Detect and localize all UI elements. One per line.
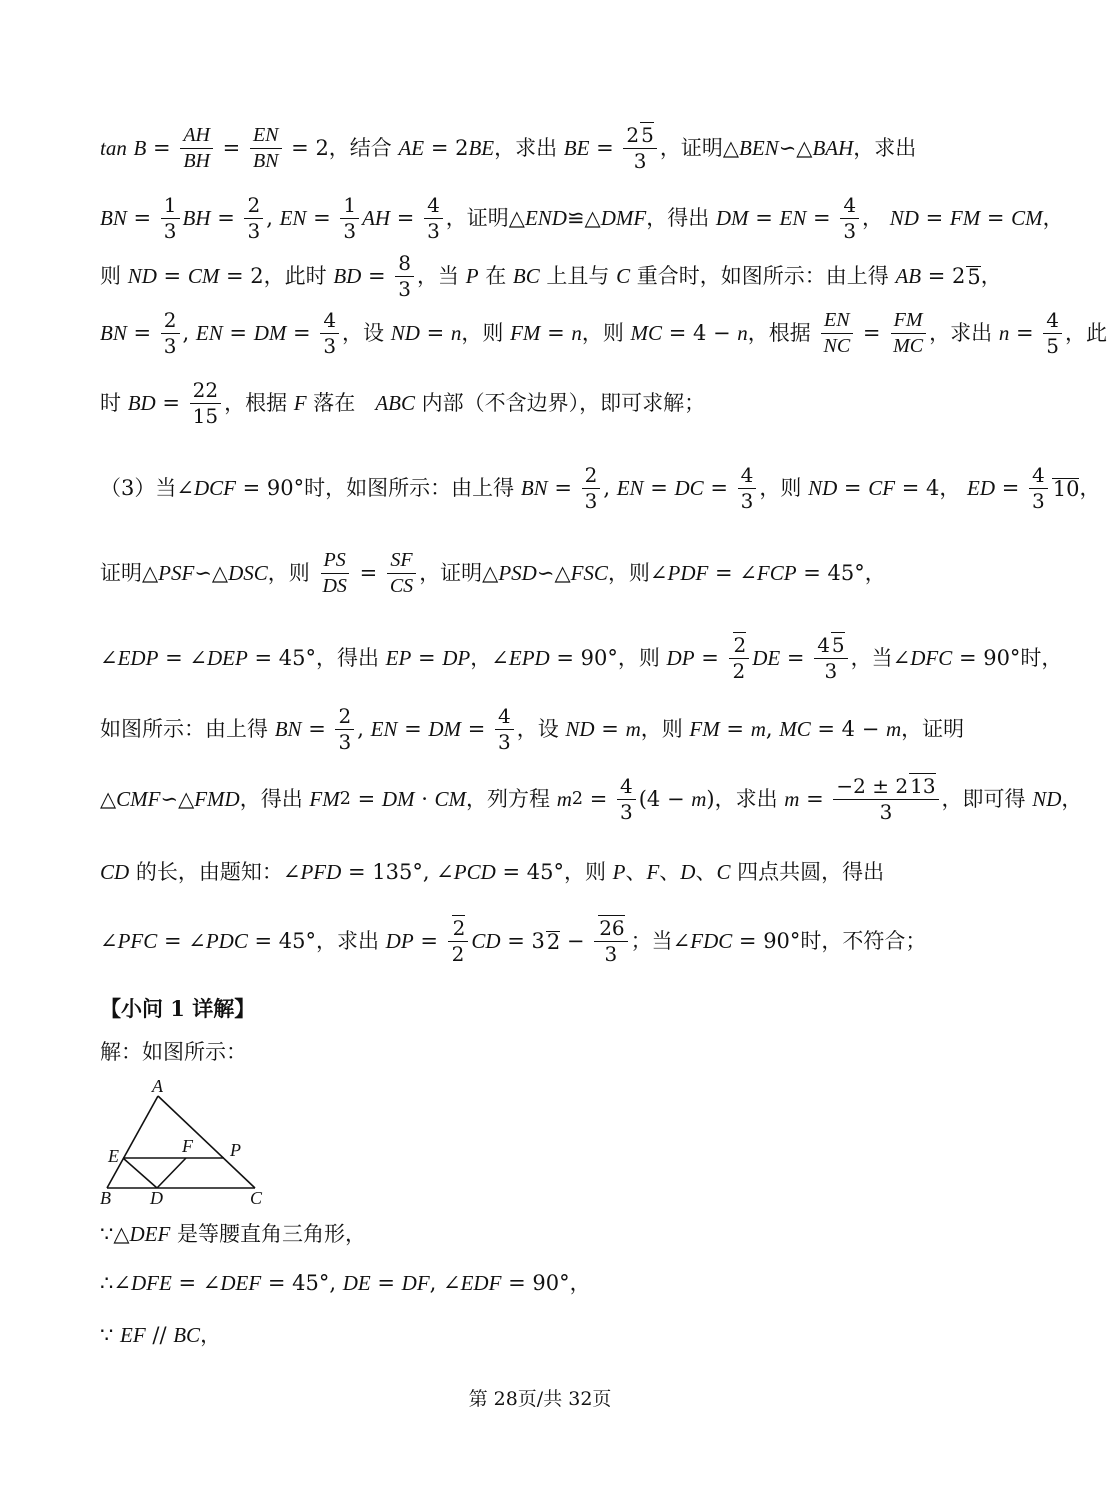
solution-intro: 解：如图所示： [100,1040,247,1064]
solution-line-5: 时 BD = $\frac{22}{15}$ ，根据 F 落在 ABC 内部（不含边界），即可求解； [100,378,706,428]
segment-ed [123,1158,157,1188]
segment-df [157,1158,186,1188]
label-d: D [150,1188,163,1208]
solution-line-4: BN = $\frac{2}{3}$ , EN = DM = $\frac{4}{3}$ ，设 ND = n ，则 FM = n ，则 MC = 4 − n ，根据 $\frac{EN}{NC}$ = $\frac{FM}{MC}$ ，求出 n = $\frac{4}{5}$ ，此 [100,308,1107,358]
section-title: 【小问 1 详解】 [100,996,256,1021]
solution-line-9: 如图所示：由上得 BN = $\frac{2}{3}$ , EN = DM = $\frac{4}{3}$ ，设 ND = m ，则 FM = m , MC = 4 − m ，证明 [100,704,965,754]
segment-ab [107,1096,158,1188]
solution-line-6: （3）当∠ DCF = 90°时，如图所示：由上得 BN = $\frac{2}{3}$ , EN = DC = $\frac{4}{3}$ ，则 ND = CF = 4， ED = $\frac{4}{3}$ 10 ， [100,463,1101,513]
label-a: A [152,1076,163,1096]
solution-line-10: △ CMF ∽△ FMD ，得出 FM 2 = DM · CM ，列方程 m 2 = $\frac{4}{3}$ (4 − m )，求出 m = $\frac{-2 \pm 2 13}{3}$ ，即可得 ND ， [100,774,1083,824]
solution-line-7: 证明△ PSF ∽△ DSC ，则 $\frac{PS}{DS}$ = $\frac{SF}{CS}$ ，证明△ PSD ∽△ FSC ，则∠ PDF = ∠ FCP = 45°， [100,549,886,597]
proof-line-3: ∵ EF // BC ， [100,1323,222,1347]
solution-line-1: tan B = $\frac{AH}{BH}$ = $\frac{EN}{BN}$ = 2，结合 AE = 2 BE ，求出 BE = $\frac{2 5}{3}$ ，证明△ BEN ∽△ BAH ，求出 [100,123,917,173]
solution-line-11: CD 的长，由题知：∠ PFD = 135°, ∠ PCD = 45°，则 P 、 F 、 D 、 C 四点共圆，得出 [100,860,885,884]
proof-line-2: ∴∠ DFE = ∠ DEF = 45°, DE = DF , ∠ EDF = 90°， [100,1271,591,1295]
proof-line-1: ∵△ DEF 是等腰直角三角形， [100,1222,367,1246]
solution-line-2: BN = $\frac{1}{3}$ BH = $\frac{2}{3}$ , EN = $\frac{1}{3}$ AH = $\frac{4}{3}$ ，证明△ END ≌△ DMF ，得出 DM = EN = $\frac{4}{3}$ ， ND = FM = CM ， [100,193,1064,243]
label-f: F [182,1136,193,1156]
label-p: P [230,1140,241,1160]
solution-line-3: 则 ND = CM = 2，此时 BD = $\frac{8}{3}$ ，当 P 在 BC 上且与 C 重合时，如图所示：由上得 AB = 2 5 ， [100,251,1002,301]
solution-line-8: ∠ EDP = ∠ DEP = 45°，得出 EP = DP ，∠ EPD = 90°，则 DP = $\frac{2}{2}$ DE = $\frac{4 5}{3}$ ，当∠ DFC = 90°时， [100,633,1063,683]
label-b: B [100,1188,111,1208]
label-c: C [250,1188,263,1208]
solution-line-12: ∠ PFC = ∠ PDC = 45°，求出 DP = $\frac{2}{2}$ CD = 3 2 − $\frac{26}{3}$ ；当∠ FDC = 90°时，不符合； [100,916,927,966]
page-footer: 第 28页/共 32页 [468,1388,612,1410]
label-e: E [108,1146,119,1166]
triangle-diagram [100,1074,280,1208]
